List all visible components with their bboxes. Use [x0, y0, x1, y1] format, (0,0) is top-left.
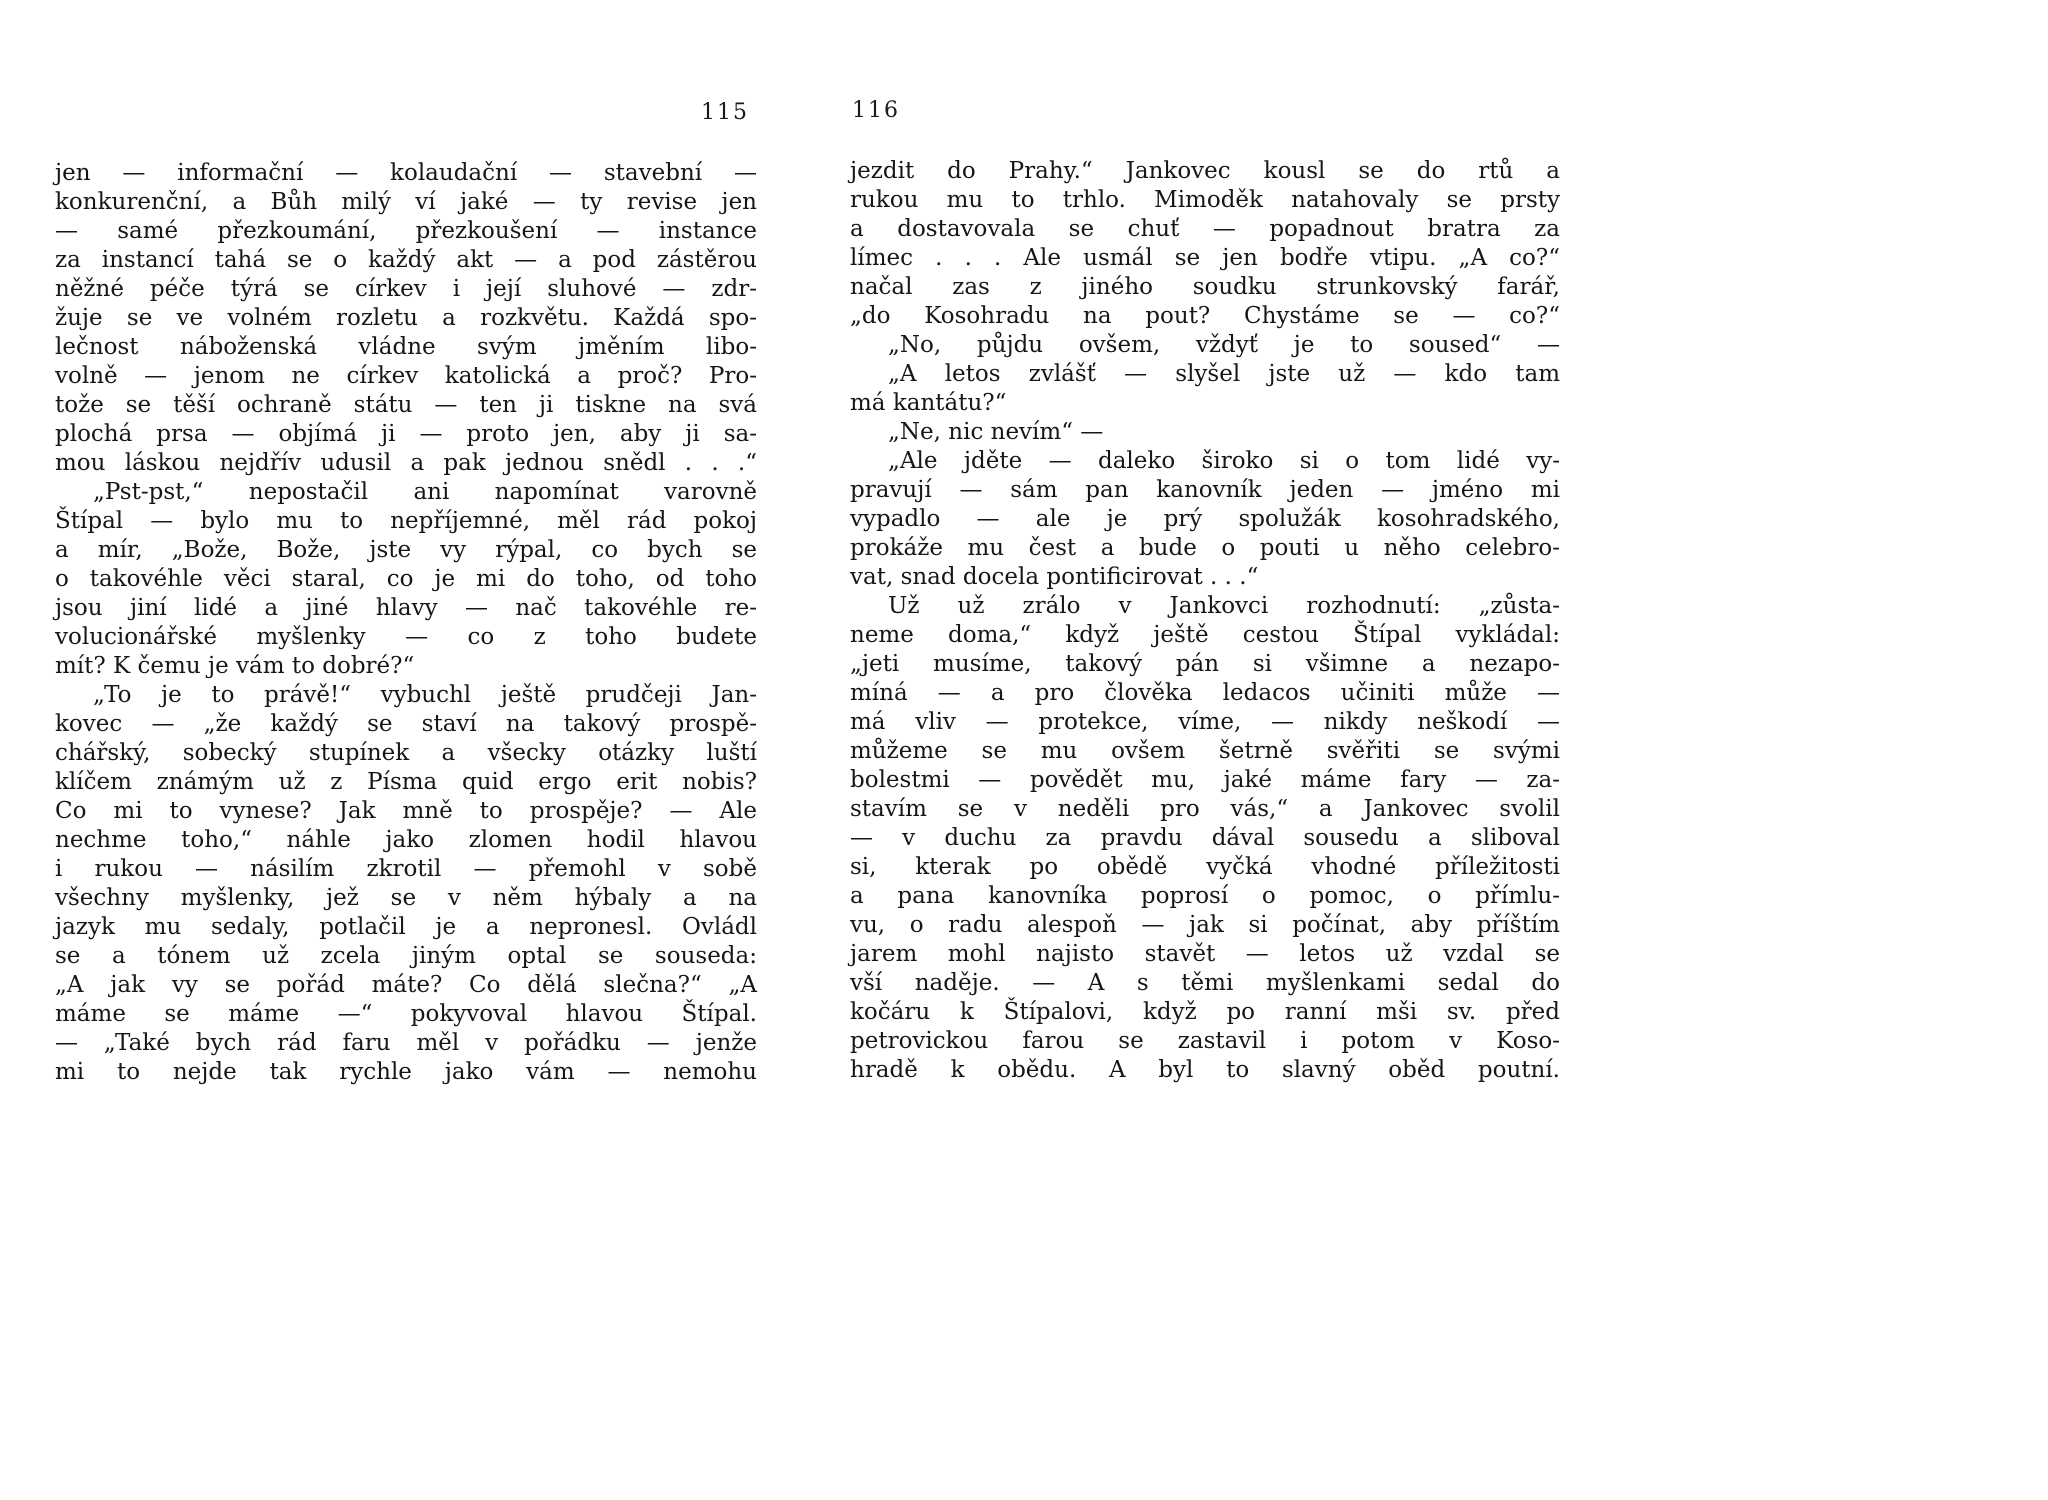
- text-line: límec . . . Ale usmál se jen bodře vtipu. „A co?“: [850, 245, 1560, 271]
- text-line: bolestmi — povědět mu, jaké máme fary — za-: [850, 767, 1560, 793]
- text-line: Štípal — bylo mu to nepříjemné, měl rád pokoj: [55, 508, 757, 534]
- page-number-left: 115: [701, 100, 749, 125]
- text-line: nechme toho,“ náhle jako zlomen hodil hlavou: [55, 827, 757, 853]
- page-right-text: [850, 157, 1560, 1085]
- text-line: lečnost náboženská vládne svým jměním libo-: [55, 334, 757, 360]
- text-line: vu, o radu alespoň — jak si počínat, aby příštím: [850, 912, 1560, 938]
- text-line: volucionářské myšlenky — co z toho budete: [55, 624, 757, 650]
- text-line: máme se máme —“ pokyvoval hlavou Štípal.: [55, 1001, 757, 1027]
- text-line: „Ne, nic nevím“ —: [888, 419, 1104, 445]
- text-line: a mír, „Bože, Bože, jste vy rýpal, co bych se: [55, 537, 757, 563]
- text-line: „A letos zvlášť — slyšel jste už — kdo tam: [888, 361, 1560, 387]
- text-line: konkurenční, a Bůh milý ví jaké — ty revise jen: [55, 189, 757, 215]
- text-line: — „Také bych rád faru měl v pořádku — jenže: [55, 1030, 757, 1056]
- text-line: kovec — „že každý se staví na takový prospě-: [55, 711, 757, 737]
- text-line: se a tónem už zcela jiným optal se souseda:: [55, 943, 757, 969]
- text-line: prokáže mu čest a bude o pouti u něho celebro-: [850, 535, 1560, 561]
- text-line: vat, snad docela pontificirovat . . .“: [850, 564, 1259, 590]
- text-line: — v duchu za pravdu dával sousedu a sliboval: [850, 825, 1560, 851]
- text-line: „Pst-pst,“ nepostačil ani napomínat varovně: [93, 479, 757, 505]
- text-line: si, kterak po obědě vyčká vhodné příležitosti: [850, 854, 1560, 880]
- text-line: Už už zrálo v Jankovci rozhodnutí: „zůsta-: [888, 593, 1560, 619]
- text-line: jezdit do Prahy.“ Jankovec kousl se do rtů a: [850, 158, 1560, 184]
- text-line: o takovéhle věci staral, co je mi do toho, od toho: [55, 566, 757, 592]
- text-line: jsou jiní lidé a jiné hlavy — nač takovéhle re-: [55, 595, 757, 621]
- text-line: „do Kosohradu na pout? Chystáme se — co?“: [850, 303, 1560, 329]
- text-line: stavím se v neděli pro vás,“ a Jankovec svolil: [850, 796, 1560, 822]
- text-line: „No, půjdu ovšem, vždyť je to soused“ —: [888, 332, 1560, 358]
- text-line: všechny myšlenky, jež se v něm hýbaly a na: [55, 885, 757, 911]
- text-line: neme doma,“ když ještě cestou Štípal vykládal:: [850, 622, 1560, 648]
- text-line: má kantátu?“: [850, 390, 1007, 416]
- text-line: plochá prsa — objímá ji — proto jen, aby ji sa-: [55, 421, 757, 447]
- text-line: hradě k obědu. A byl to slavný oběd poutní.: [850, 1057, 1560, 1083]
- text-line: jen — informační — kolaudační — stavební —: [55, 160, 757, 186]
- text-line: pravují — sám pan kanovník jeden — jméno mi: [850, 477, 1560, 503]
- text-line: „To je to právě!“ vybuchl ještě prudčeji Jan-: [93, 682, 757, 708]
- text-line: „A jak vy se pořád máte? Co dělá slečna?“ „A: [55, 972, 757, 998]
- page-number-right: 116: [852, 98, 900, 123]
- text-line: něžné péče týrá se církev i její sluhové — zdr-: [55, 276, 757, 302]
- text-line: klíčem známým už z Písma quid ergo erit nobis?: [55, 769, 757, 795]
- text-line: „jeti musíme, takový pán si všimne a nezapo-: [850, 651, 1560, 677]
- text-line: míná — a pro člověka ledacos učiniti může —: [850, 680, 1560, 706]
- text-line: rukou mu to trhlo. Mimoděk natahovaly se prsty: [850, 187, 1560, 213]
- text-line: a pana kanovníka poprosí o pomoc, o přímlu-: [850, 883, 1560, 909]
- text-line: můžeme se mu ovšem šetrně svěřiti se svými: [850, 738, 1560, 764]
- page-left-text: [55, 159, 757, 1087]
- text-line: Co mi to vynese? Jak mně to prospěje? — Ale: [55, 798, 757, 824]
- text-line: a dostavovala se chuť — popadnout bratra za: [850, 216, 1560, 242]
- text-line: vypadlo — ale je prý spolužák kosohradského,: [850, 506, 1560, 532]
- text-line: mi to nejde tak rychle jako vám — nemohu: [55, 1059, 757, 1085]
- text-line: jarem mohl najisto stavět — letos už vzdal se: [850, 941, 1560, 967]
- text-line: volně — jenom ne církev katolická a proč? Pro-: [55, 363, 757, 389]
- text-line: žuje se ve volném rozletu a rozkvětu. Každá spo-: [55, 305, 757, 331]
- text-line: vší naděje. — A s těmi myšlenkami sedal do: [850, 970, 1560, 996]
- text-line: „Ale jděte — daleko široko si o tom lidé vy-: [888, 448, 1560, 474]
- text-line: načal zas z jiného soudku strunkovský farář,: [850, 274, 1560, 300]
- text-line: mou láskou nejdřív udusil a pak jednou snědl . . .“: [55, 450, 757, 476]
- text-line: i rukou — násilím zkrotil — přemohl v sobě: [55, 856, 757, 882]
- text-line: tože se těší ochraně státu — ten ji tiskne na svá: [55, 392, 757, 418]
- text-line: mít? K čemu je vám to dobré?“: [55, 653, 415, 679]
- text-line: za instancí tahá se o každý akt — a pod zástěrou: [55, 247, 757, 273]
- text-line: má vliv — protekce, víme, — nikdy neškodí —: [850, 709, 1560, 735]
- text-line: chářský, sobecký stupínek a všecky otázky luští: [55, 740, 757, 766]
- text-line: jazyk mu sedaly, potlačil je a nepronesl. Ovládl: [55, 914, 757, 940]
- text-line: petrovickou farou se zastavil i potom v Koso-: [850, 1028, 1560, 1054]
- text-line: — samé přezkoumání, přezkoušení — instance: [55, 218, 757, 244]
- text-line: kočáru k Štípalovi, když po ranní mši sv. před: [850, 999, 1560, 1025]
